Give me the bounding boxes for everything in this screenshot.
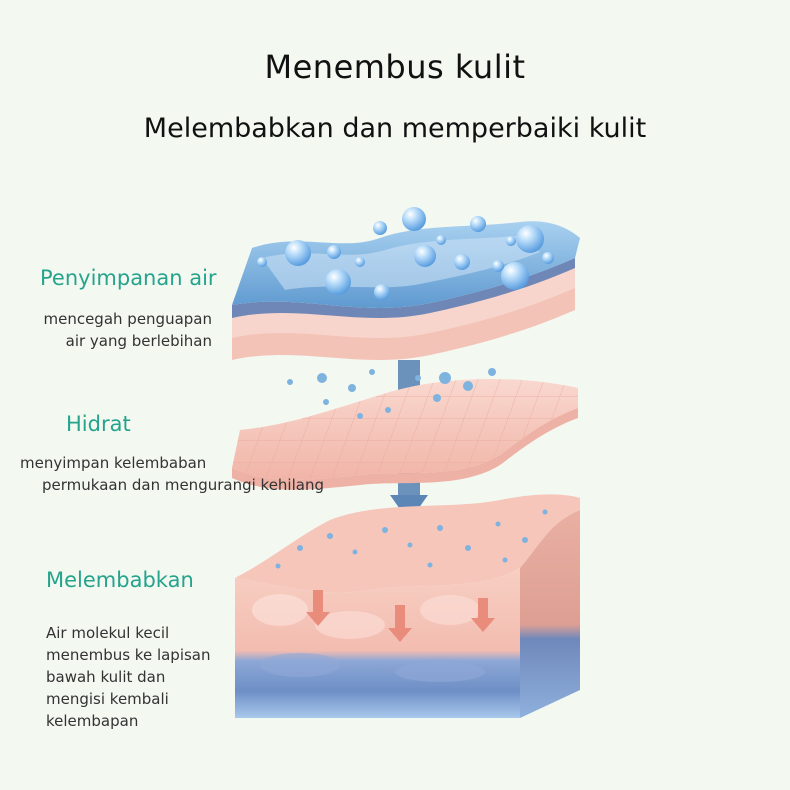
description-line: Air molekul kecil — [46, 624, 170, 642]
description-line: mengisi kembali — [46, 690, 169, 708]
page-subtitle: Melembabkan dan memperbaiki kulit — [143, 113, 647, 144]
section-heading: Hidrat — [66, 412, 131, 436]
description-line: mencegah penguapan — [43, 310, 212, 328]
section-description — [20, 308, 212, 352]
description-line: kelembapan — [46, 712, 139, 730]
page-title: Menembus kulit — [264, 48, 526, 86]
description-line: permukaan dan mengurangi kehilang — [42, 476, 324, 494]
description-line: menembus ke lapisan — [46, 646, 211, 664]
section-description — [20, 452, 340, 496]
section-heading: Penyimpanan air — [40, 266, 217, 290]
description-line: bawah kulit dan — [46, 668, 166, 686]
section-heading: Melembabkan — [46, 568, 194, 592]
description-line: menyimpan kelembaban — [20, 454, 207, 472]
bottom-layer-skin-block — [235, 494, 580, 718]
section-description — [46, 622, 236, 732]
description-line: air yang berlebihan — [65, 332, 212, 350]
